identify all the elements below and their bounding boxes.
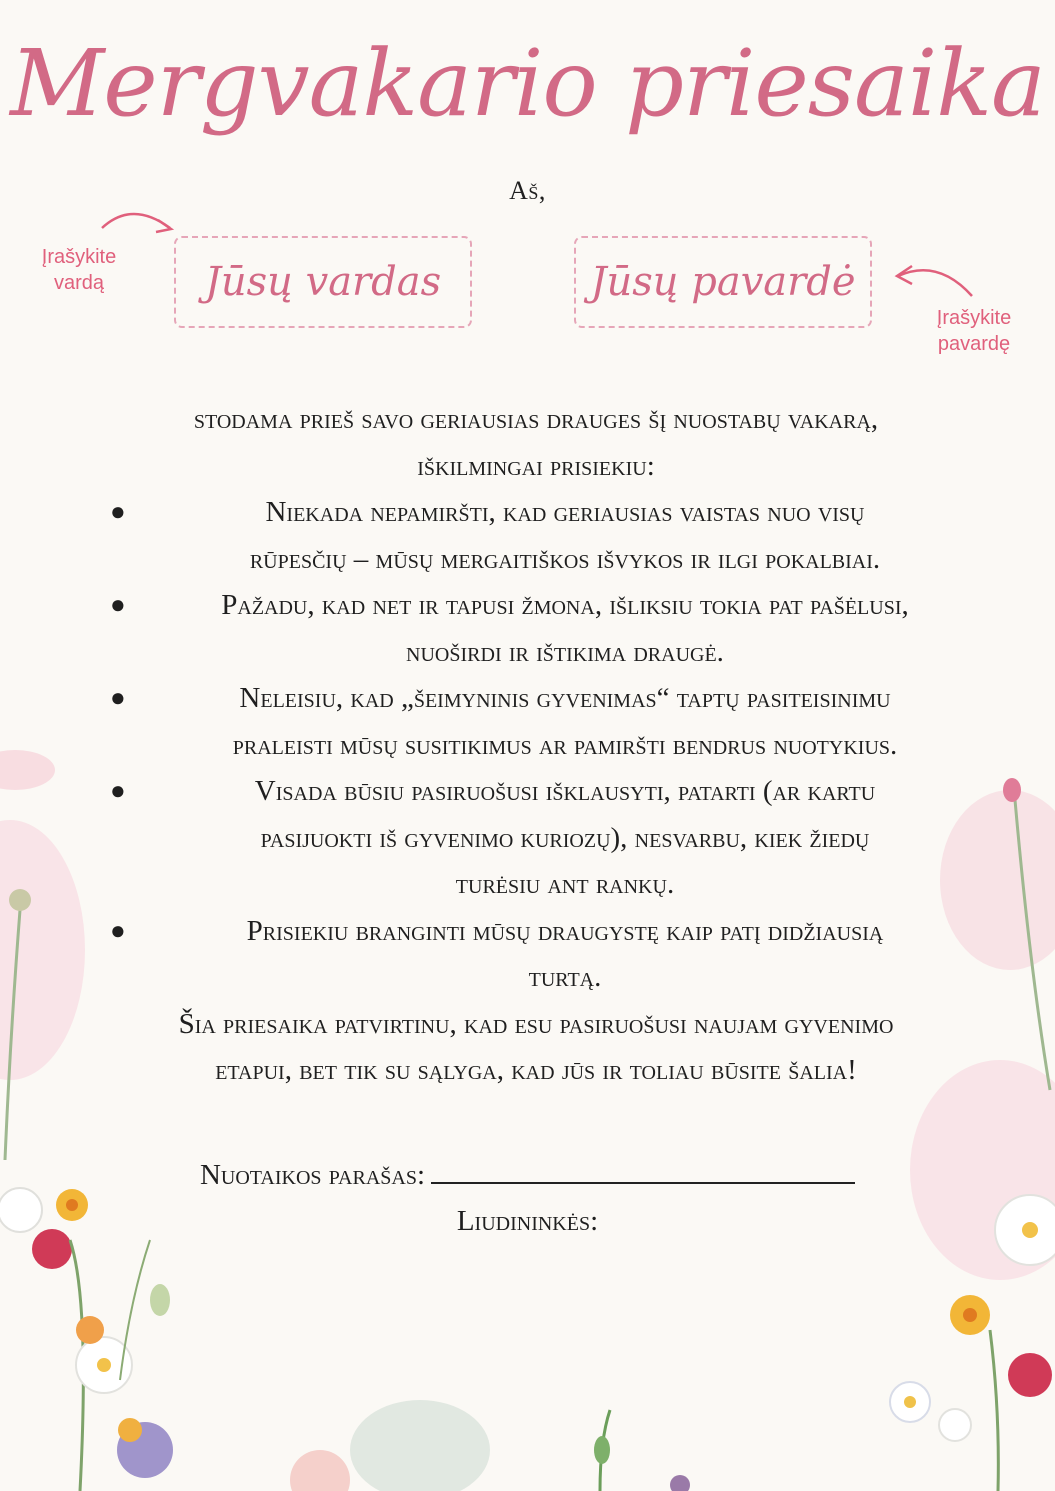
bullet-icon: ● (110, 915, 126, 945)
list-item: ● Prisiekiu branginti mūsų draugystę kaip patį didžiausią turtą. (96, 908, 976, 1001)
bride-signature-line[interactable] (431, 1164, 855, 1184)
witnesses-label: Liudininkės: (456, 1205, 599, 1237)
name-field[interactable]: Jūsų vardas (174, 236, 472, 328)
intro-text: Aš, (509, 176, 546, 205)
arrow-right-icon (92, 200, 176, 240)
name-hint: Įrašykite vardą (41, 246, 117, 294)
bullet-icon: ● (110, 776, 126, 805)
list-item: ● Niekada nepamiršti, kad geriausias vaistas nuo visų rūpesčių – mūsų mergaitiškos išvykos ir ilgi pokalbiai. (96, 489, 976, 582)
list-item: ● Pažadu, kad net ir tapusi žmona, išliksiu tokia pat pašėlusi, nuoširdi ir ištikima draugė. (96, 582, 976, 675)
oath-lead-line: iškilmingai prisiekiu: (417, 449, 655, 482)
list-item: ● Visada būsiu pasiruošusi išklausyti, patarti (ar kartu pasijuokti iš gyvenimo kuriozų), nesvarbu, kiek žiedų turėsiu ant rankų. (96, 768, 976, 908)
list-item: ● Neleisiu, kad „šeimyninis gyvenimas“ taptų pasiteisinimu praleisti mūsų susitikimus ar pamiršti bendrus nuotykius. (96, 675, 976, 768)
bullet-icon: ● (110, 590, 126, 619)
arrow-left-icon (888, 258, 980, 302)
floral-decoration-bottom (280, 1390, 760, 1491)
oath-lead-line: stodama prieš savo geriausias drauges šį nuostabų vakarą, (193, 403, 879, 435)
bullet-icon: ● (110, 683, 126, 712)
vow-list (96, 489, 976, 1001)
bride-signature-row (0, 1152, 1055, 1198)
oath-closing-line: Šia priesaika patvirtinu, kad esu pasiruošusi naujam gyvenimo (178, 1007, 894, 1040)
signature-section (0, 1152, 1055, 1244)
oath-text (96, 396, 976, 1094)
surname-field[interactable]: Jūsų pavardė (574, 236, 872, 328)
page-title: Mergvakario priesaika (10, 30, 1045, 137)
bride-signature-label: Nuotaikos parašas: (199, 1159, 426, 1191)
surname-hint: Įrašykite pavardę (936, 307, 1012, 355)
bullet-icon: ● (110, 497, 126, 526)
oath-closing-line: etapui, bet tik su sąlyga, kad jūs ir toliau būsite šalia! (215, 1054, 857, 1086)
